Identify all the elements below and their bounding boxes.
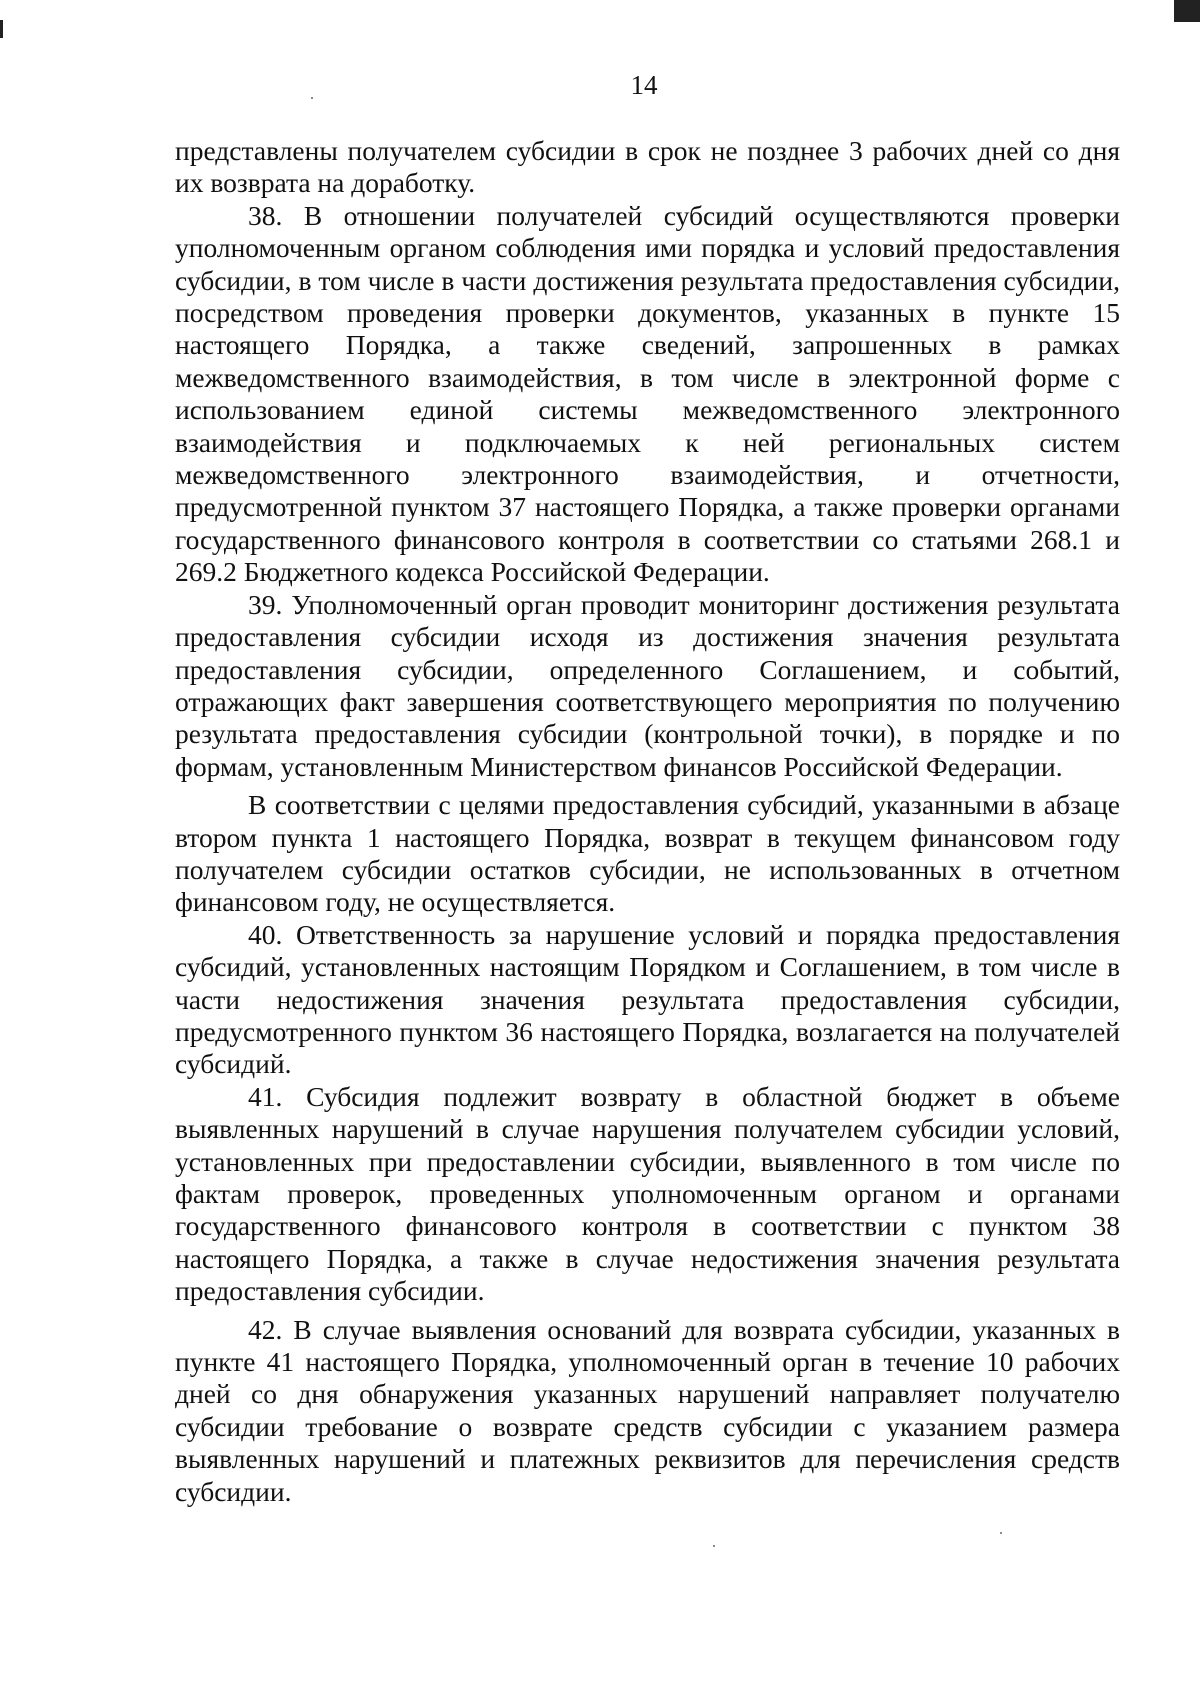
paragraph-40: 40. Ответственность за нарушение условий и порядка предоставления субсидий, установленных настоящим Порядком и Соглашением, в том числе в части недостижения значения результата предоставления субсидии, предусмотренного пунктом 36 настоящего Порядка, возлагается на получателей субсидий.	[175, 918, 1120, 1080]
scan-speck	[311, 97, 313, 99]
scan-speck	[1000, 1532, 1002, 1534]
scan-edge-mark-right	[1174, 0, 1200, 22]
paragraph-41: 41. Субсидия подлежит возврату в областной бюджет в объеме выявленных нарушений в случае нарушения получателем субсидии условий, установленных при предоставлении субсидии, выявленного в том числе по фактам проверок, проведенных уполномоченным органом и органами государственного финансового контроля в соответствии с пунктом 38 настоящего Порядка, а также в случае недостижения значения результата предоставления субсидии.	[175, 1080, 1120, 1307]
document-body	[175, 135, 1120, 1508]
scan-edge-mark-left	[0, 20, 3, 38]
paragraph-39-refund-note: В соответствии с целями предоставления субсидий, указанными в абзаце втором пункта 1 настоящего Порядка, возврат в текущем финансовом году получателем субсидии остатков субсидии, не использованных в отчетном финансовом году, не осуществляется.	[175, 789, 1120, 918]
scan-speck	[713, 1545, 715, 1547]
paragraph-38: 38. В отношении получателей субсидий осуществляются проверки уполномоченным органом соблюдения ими порядка и условий предоставления субсидии, в том числе в части достижения результата предоставления субсидии, посредством проведения проверки документов, указанных в пункте 15 настоящего Порядка, а также сведений, запрошенных в рамках межведомственного взаимодействия, в том числе в электронной форме с использованием единой системы межведомственного электронного взаимодействия и подключаемых к ней региональных систем межведомственного электронного взаимодействия, и отчетности, предусмотренной пунктом 37 настоящего Порядка, а также проверки органами государственного финансового контроля в соответствии со статьями 268.1 и 269.2 Бюджетного кодекса Российской Федерации.	[175, 199, 1120, 588]
paragraph-continuation: представлены получателем субсидии в срок не позднее 3 рабочих дней со дня их возврата на доработку.	[175, 135, 1120, 199]
paragraph-39: 39. Уполномоченный орган проводит мониторинг достижения результата предоставления субсидии исходя из достижения значения результата предоставления субсидии, определенного Соглашением, и событий, отражающих факт завершения соответствующего мероприятия по получению результата предоставления субсидии (контрольной точки), в порядке и по формам, установленным Министерством финансов Российской Федерации.	[175, 588, 1120, 782]
paragraph-42: 42. В случае выявления оснований для возврата субсидии, указанных в пункте 41 настоящего Порядка, уполномоченный орган в течение 10 рабочих дней со дня обнаружения указанных нарушений направляет получателю субсидии требование о возврате средств субсидии с указанием размера выявленных нарушений и платежных реквизитов для перечисления средств субсидии.	[175, 1313, 1120, 1507]
page-number: 14	[630, 70, 658, 100]
